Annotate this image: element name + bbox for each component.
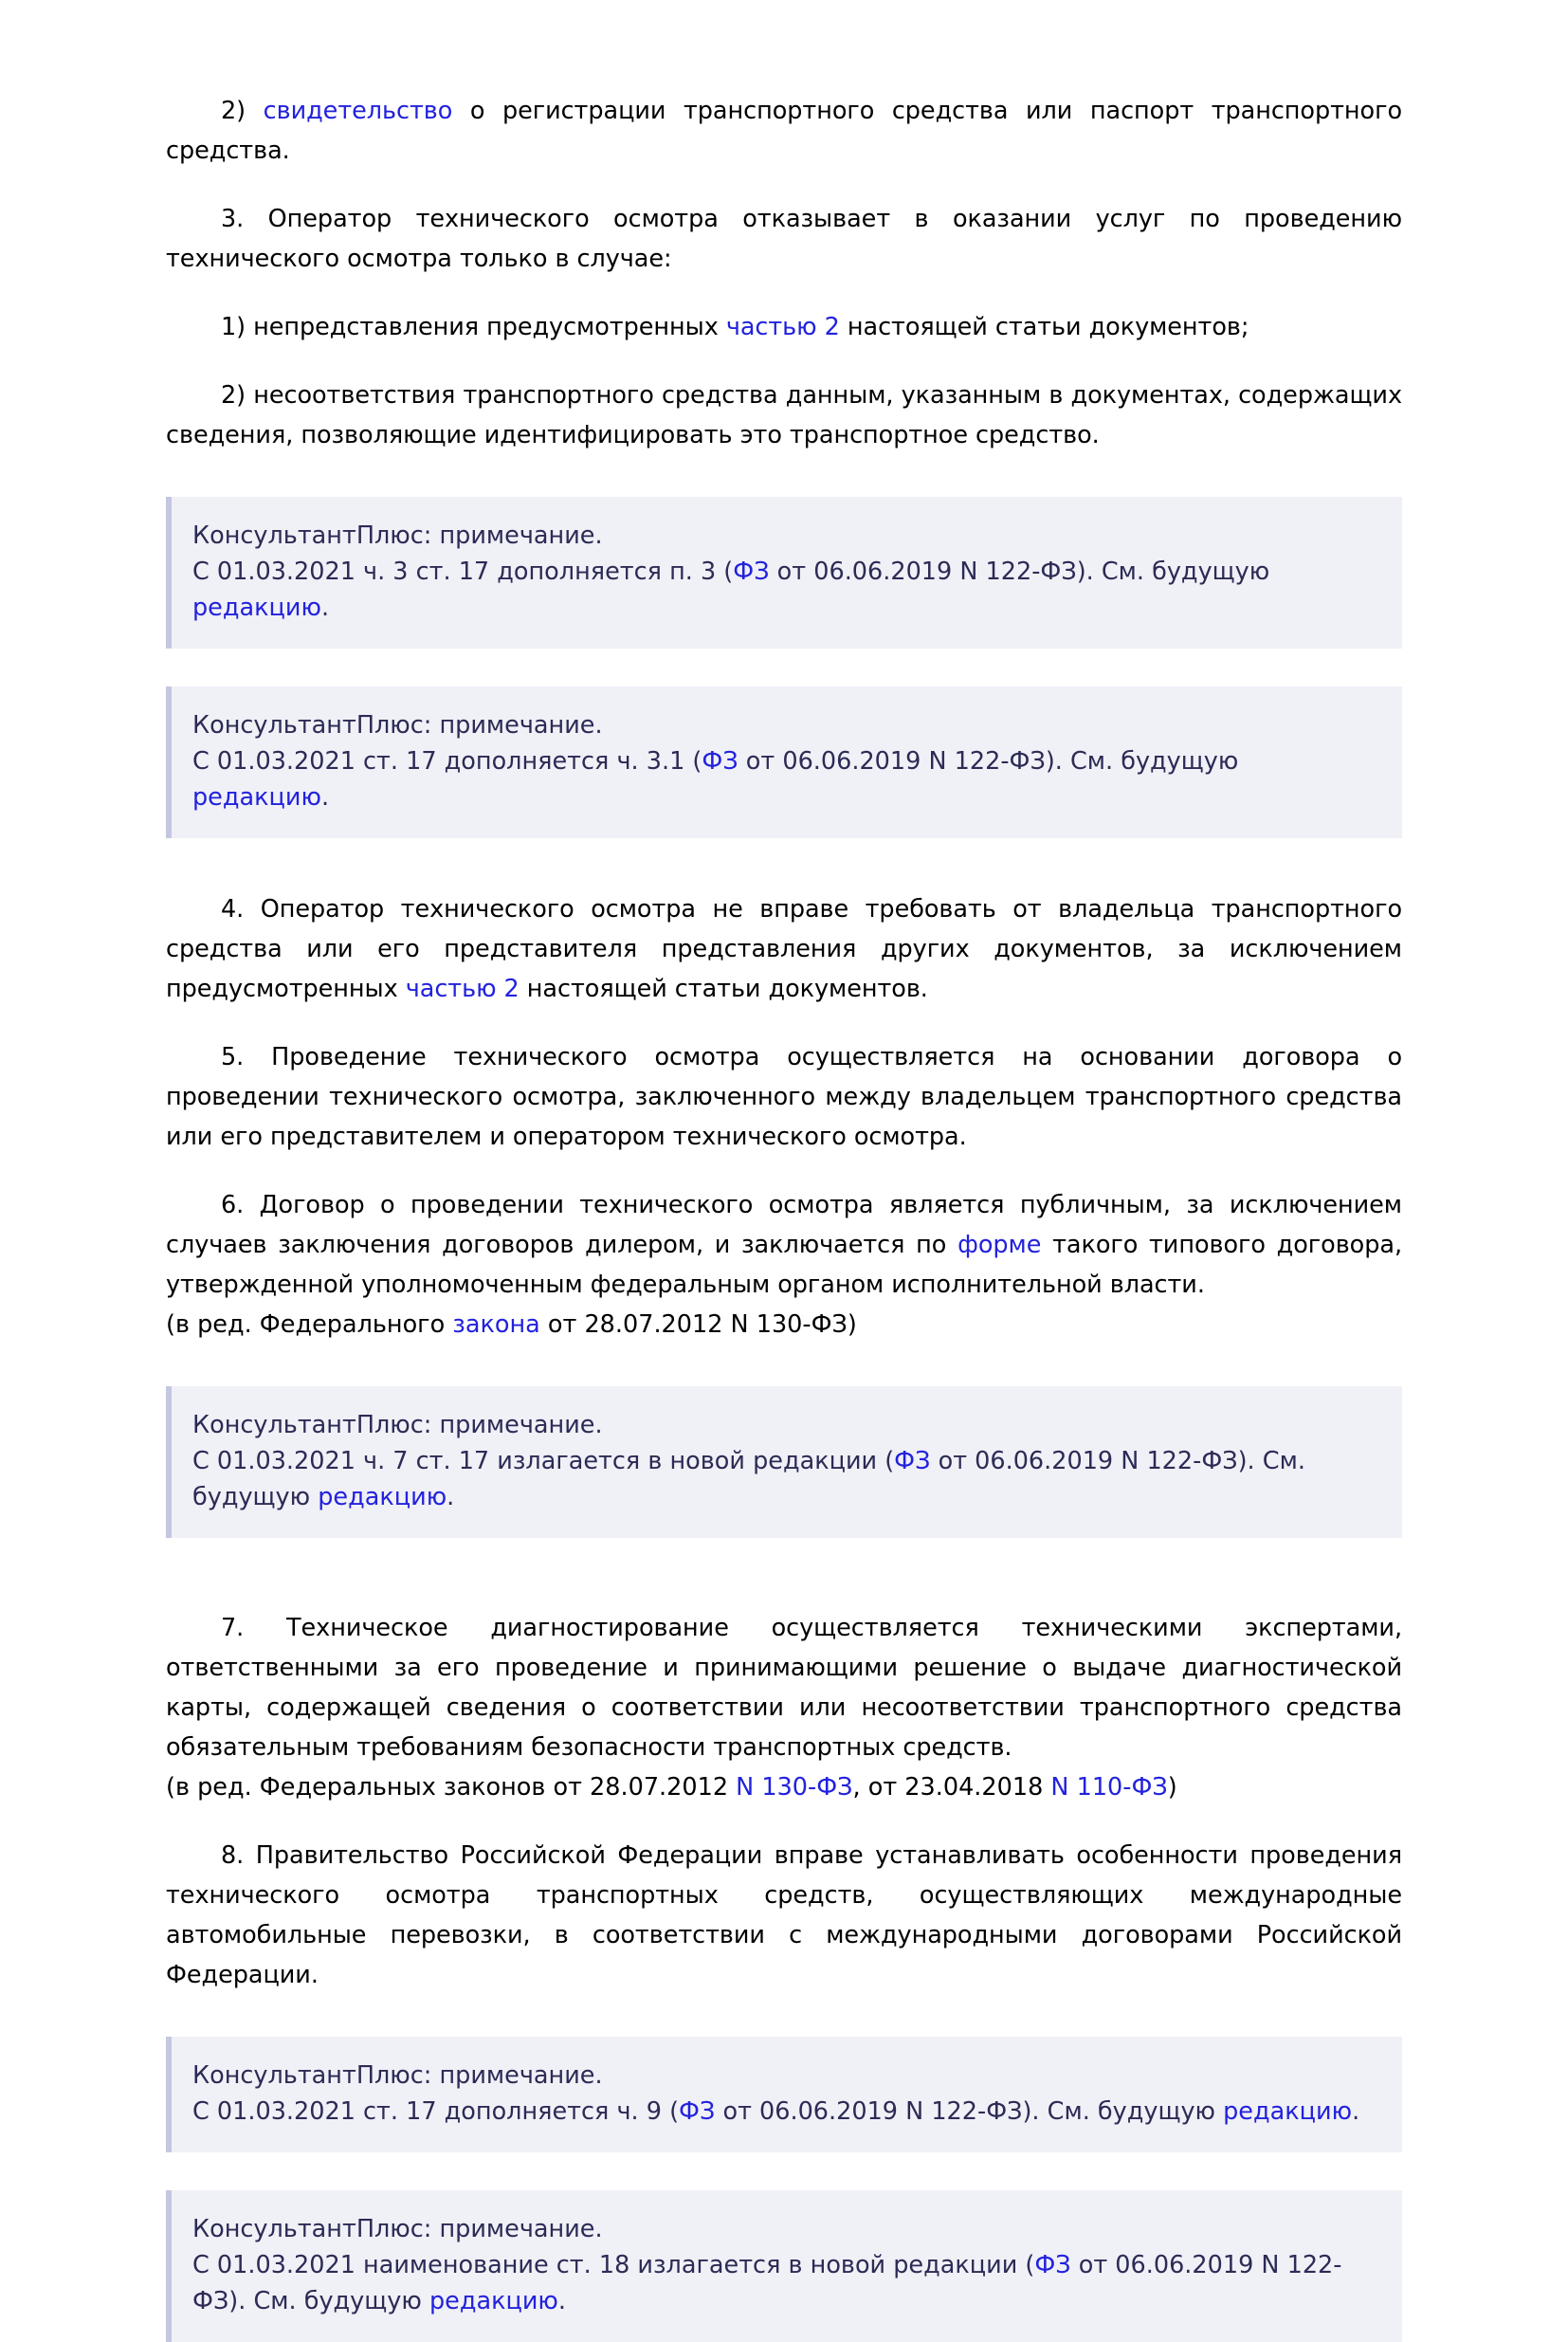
consultant-note-3 (166, 1386, 1402, 1538)
clause-6-prefix: 6. Договор о проведении технического осмотра является публичным, за исключением случаев заключения договоров дилером, и заключается по (166, 1191, 1402, 1259)
note-3-body (192, 1443, 1379, 1515)
paragraph-clause-6-reference (166, 1305, 1402, 1345)
paragraph-clause-5: 5. Проведение технического осмотра осуществляется на основании договора о проведении технического осмотра, заключенного между владельцем транспортного средства или его представителем и оператором технического осмотра. (166, 1043, 1402, 1151)
note-3-prefix: С 01.03.2021 ч. 7 ст. 17 излагается в новой редакции ( (192, 1447, 895, 1475)
consultant-note-5 (166, 2190, 1402, 2342)
note-4-body (192, 2094, 1379, 2130)
note-1-body (192, 554, 1379, 626)
link-redakciyu-note-4[interactable]: редакцию (1223, 2097, 1353, 2126)
paragraph-clause-4 (166, 889, 1402, 1009)
note-4-middle: от 06.06.2019 N 122-ФЗ). См. будущую (715, 2097, 1224, 2126)
link-zakona[interactable]: закона (452, 1310, 540, 1339)
link-n-110-fz[interactable]: N 110-ФЗ (1050, 1773, 1168, 1802)
clause-6-ref-prefix: (в ред. Федерального (166, 1310, 453, 1339)
note-3-suffix: . (447, 1483, 455, 1511)
note-5-title: КонсультантПлюс: примечание. (192, 2215, 603, 2243)
note-2-suffix: . (320, 783, 330, 812)
paragraph-clause-7: 7. Техническое диагностирование осуществляется техническими экспертами, ответственными за его проведение и принимающими решение о выдаче диагностической карты, содержащей сведения о соответствии или несоответствии транспортного средства обязательным требованиям безопасности транспортных средств. (166, 1614, 1402, 1762)
note-1-prefix: С 01.03.2021 ч. 3 ст. 17 дополняется п. 3 ( (192, 558, 734, 586)
note-5-middle: от 06.06.2019 N 122-ФЗ). См. будущую (192, 2251, 1342, 2315)
link-n-130-fz[interactable]: N 130-ФЗ (736, 1773, 853, 1802)
note-2-prefix: С 01.03.2021 ст. 17 дополняется ч. 3.1 ( (192, 747, 702, 776)
link-svidetelstvo[interactable]: свидетельство (263, 97, 453, 125)
note-2-title: КонсультантПлюс: примечание. (192, 711, 603, 740)
note-4-suffix: . (1352, 2097, 1360, 2126)
clause-4-prefix: 4. Оператор технического осмотра не вправе требовать от владельца транспортного средства или его представителя представления других документов, за исключением предусмотренных (166, 895, 1402, 1003)
item-2-rest: о регистрации транспортного средства или паспорт транспортного средства. (166, 97, 1402, 165)
link-redakciyu-note-2[interactable]: редакцию (192, 783, 321, 812)
note-3-title: КонсультантПлюс: примечание. (192, 1411, 603, 1439)
note-5-prefix: С 01.03.2021 наименование ст. 18 излагается в новой редакции ( (192, 2251, 1035, 2279)
note-2-body (192, 743, 1379, 815)
paragraph-clause-3-sub-1 (166, 307, 1402, 347)
consultant-note-4 (166, 2037, 1402, 2152)
note-1-title: КонсультантПлюс: примечание. (192, 521, 603, 550)
paragraph-clause-3: 3. Оператор технического осмотра отказывает в оказании услуг по проведению технического осмотра только в случае: (166, 205, 1402, 273)
spacer (166, 484, 1402, 497)
link-fz-note-3[interactable]: ФЗ (894, 1447, 931, 1475)
sub-1-rest: настоящей статьи документов; (839, 313, 1249, 341)
consultant-note-1 (166, 497, 1402, 649)
note-2-middle: от 06.06.2019 N 122-ФЗ). См. будущую (738, 747, 1239, 776)
clause-7-ref-middle: , от 23.04.2018 (852, 1773, 1051, 1802)
spacer (166, 1373, 1402, 1386)
link-chast-2-first[interactable]: частью 2 (725, 313, 840, 341)
note-3-middle: от 06.06.2019 N 122-ФЗ). См. будущую (192, 1447, 1305, 1511)
consultant-note-2 (166, 686, 1402, 838)
link-redakciyu-note-3[interactable]: редакцию (318, 1483, 447, 1511)
paragraph-clause-8: 8. Правительство Российской Федерации вправе устанавливать особенности проведения технического осмотра транспортных средств, осуществляющих международные автомобильные перевозки, в соответствии с международными договорами Российской Федерации. (166, 1841, 1402, 1989)
paragraph-clause-7-reference (166, 1767, 1402, 1807)
link-forme[interactable]: форме (957, 1231, 1042, 1259)
paragraph-item-2-documents (166, 91, 1402, 171)
item-2-prefix: 2) (221, 97, 264, 125)
note-1-middle: от 06.06.2019 N 122-ФЗ). См. будущую (769, 558, 1270, 586)
clause-4-rest: настоящей статьи документов. (519, 975, 928, 1003)
link-fz-note-4[interactable]: ФЗ (679, 2097, 716, 2126)
note-1-suffix: . (320, 594, 330, 622)
link-fz-note-2[interactable]: ФЗ (702, 747, 738, 776)
clause-6-rest: такого типового договора, утвержденной уполномоченным федеральным органом исполнительной власти. (166, 1231, 1403, 1299)
document-content (166, 91, 1402, 2342)
note-5-suffix: . (557, 2287, 566, 2315)
paragraph-clause-6 (166, 1185, 1402, 1305)
paragraph-clause-3-sub-2: 2) несоответствия транспортного средства данным, указанным в документах, содержащих сведения, позволяющие идентифицировать это транспортное средство. (166, 381, 1402, 449)
link-chast-2-second[interactable]: частью 2 (405, 975, 520, 1003)
clause-7-ref-suffix: ) (1167, 1773, 1177, 1802)
link-redakciyu-note-5[interactable]: редакцию (428, 2287, 558, 2315)
note-5-body (192, 2247, 1379, 2319)
link-fz-note-5[interactable]: ФЗ (1034, 2251, 1071, 2279)
sub-1-prefix: 1) непредставления предусмотренных (221, 313, 726, 341)
clause-7-ref-prefix: (в ред. Федеральных законов от 28.07.2012 (166, 1773, 737, 1802)
link-redakciyu-note-1[interactable]: редакцию (192, 594, 321, 622)
note-4-prefix: С 01.03.2021 ст. 17 дополняется ч. 9 ( (192, 2097, 680, 2126)
spacer (166, 2023, 1402, 2037)
clause-6-ref-rest: от 28.07.2012 N 130-ФЗ) (539, 1310, 857, 1339)
link-fz-note-1[interactable]: ФЗ (733, 558, 770, 586)
note-4-title: КонсультантПлюс: примечание. (192, 2061, 603, 2090)
spacer (166, 876, 1402, 889)
spacer (166, 1576, 1402, 1608)
